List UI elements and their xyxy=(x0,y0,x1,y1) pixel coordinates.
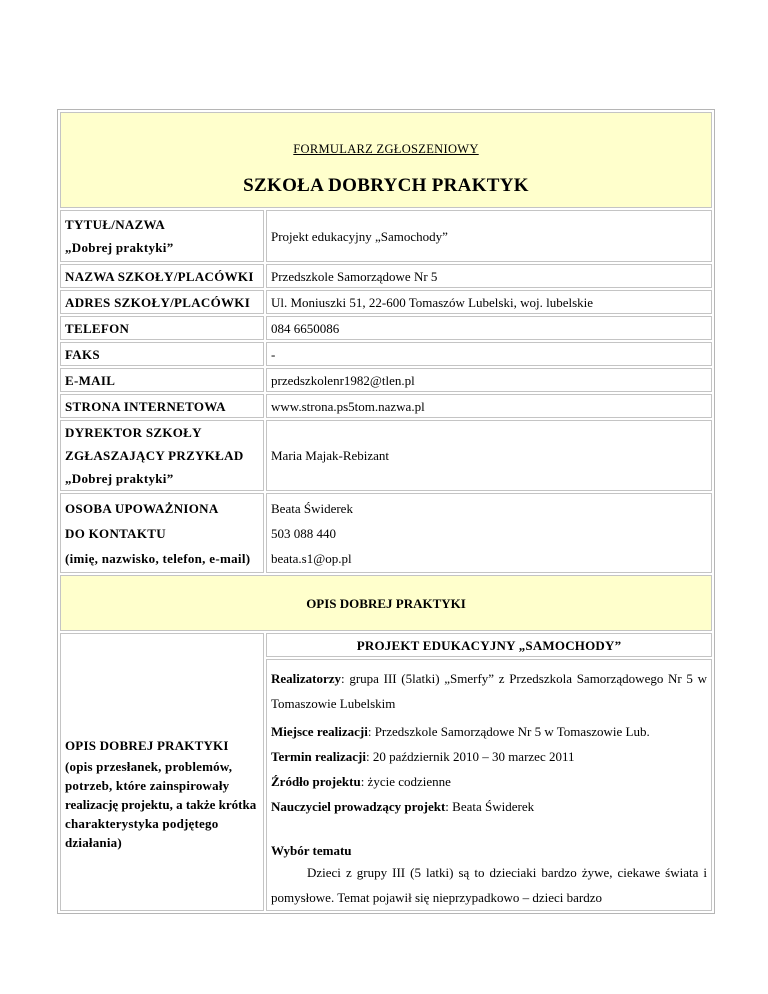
practice-description-label: OPIS DOBREJ PRAKTYKI (opis przesłanek, problemów, potrzeb, które zainspirowały realizację projektu, a także krótka charakterystyka podjętego działania) xyxy=(60,633,264,911)
project-source: Źródło projektu: życie codzienne xyxy=(271,774,451,789)
project-participants: Realizatorzy: grupa III (5latki) „Smerfy” z Przedszkola Samorządowego Nr 5 w Tomaszowie Lubelskim xyxy=(271,671,708,711)
director-label: DYREKTOR SZKOŁY ZGŁASZAJĄCY PRZYKŁAD „Dobrej praktyki” xyxy=(60,420,264,491)
website-value: www.strona.ps5tom.nazwa.pl xyxy=(266,394,712,418)
school-address-label: ADRES SZKOŁY/PLACÓWKI xyxy=(60,290,264,314)
contact-name: Beata Świderek xyxy=(271,500,353,516)
practice-description-title: OPIS DOBREJ PRAKTYKI xyxy=(60,575,712,631)
form-header xyxy=(60,112,712,208)
fax-value: - xyxy=(266,342,712,366)
project-heading: PROJEKT EDUKACYJNY „SAMOCHODY” xyxy=(266,633,712,657)
phone-value: 084 6650086 xyxy=(266,316,712,340)
contact-person-label: OSOBA UPOWAŻNIONA DO KONTAKTU (imię, nazwisko, telefon, e-mail) xyxy=(60,493,264,573)
project-location: Miejsce realizacji: Przedszkole Samorządowe Nr 5 w Tomaszowie Lub. xyxy=(271,724,650,739)
email-label: E-MAIL xyxy=(60,368,264,392)
school-name-value: Przedszkole Samorządowe Nr 5 xyxy=(266,264,712,288)
title-label: TYTUŁ/NAZWA „Dobrej praktyki” xyxy=(60,210,264,262)
topic-text: Dzieci z grupy III (5 latki) są to dzieciaki bardzo żywe, ciekawe świata i pomysłowe. Temat pojawił się nieprzypadkowo – dzieci bardzo xyxy=(271,865,708,905)
fax-label: FAKS xyxy=(60,342,264,366)
topic-heading: Wybór tematu xyxy=(271,843,352,858)
phone-label: TELEFON xyxy=(60,316,264,340)
form-subtitle: FORMULARZ ZGŁOSZENIOWY xyxy=(293,141,479,156)
form-table xyxy=(57,109,715,914)
school-name-label: NAZWA SZKOŁY/PLACÓWKI xyxy=(60,264,264,288)
website-label: STRONA INTERNETOWA xyxy=(60,394,264,418)
application-form xyxy=(57,109,713,914)
contact-email: beata.s1@op.pl xyxy=(271,550,352,566)
project-teacher: Nauczyciel prowadzący projekt: Beata Świderek xyxy=(271,799,535,814)
contact-person-value xyxy=(266,493,712,573)
school-address-value: Ul. Moniuszki 51, 22-600 Tomaszów Lubelski, woj. lubelskie xyxy=(266,290,712,314)
director-value: Maria Majak-Rebizant xyxy=(266,420,712,491)
title-value: Projekt edukacyjny „Samochody” xyxy=(266,210,712,262)
form-title: SZKOŁA DOBRYCH PRAKTYK xyxy=(243,174,529,196)
project-dates: Termin realizacji: 20 październik 2010 – 30 marzec 2011 xyxy=(271,749,575,764)
project-description xyxy=(266,659,712,911)
email-value: przedszkolenr1982@tlen.pl xyxy=(266,368,712,392)
contact-phone: 503 088 440 xyxy=(271,525,336,541)
